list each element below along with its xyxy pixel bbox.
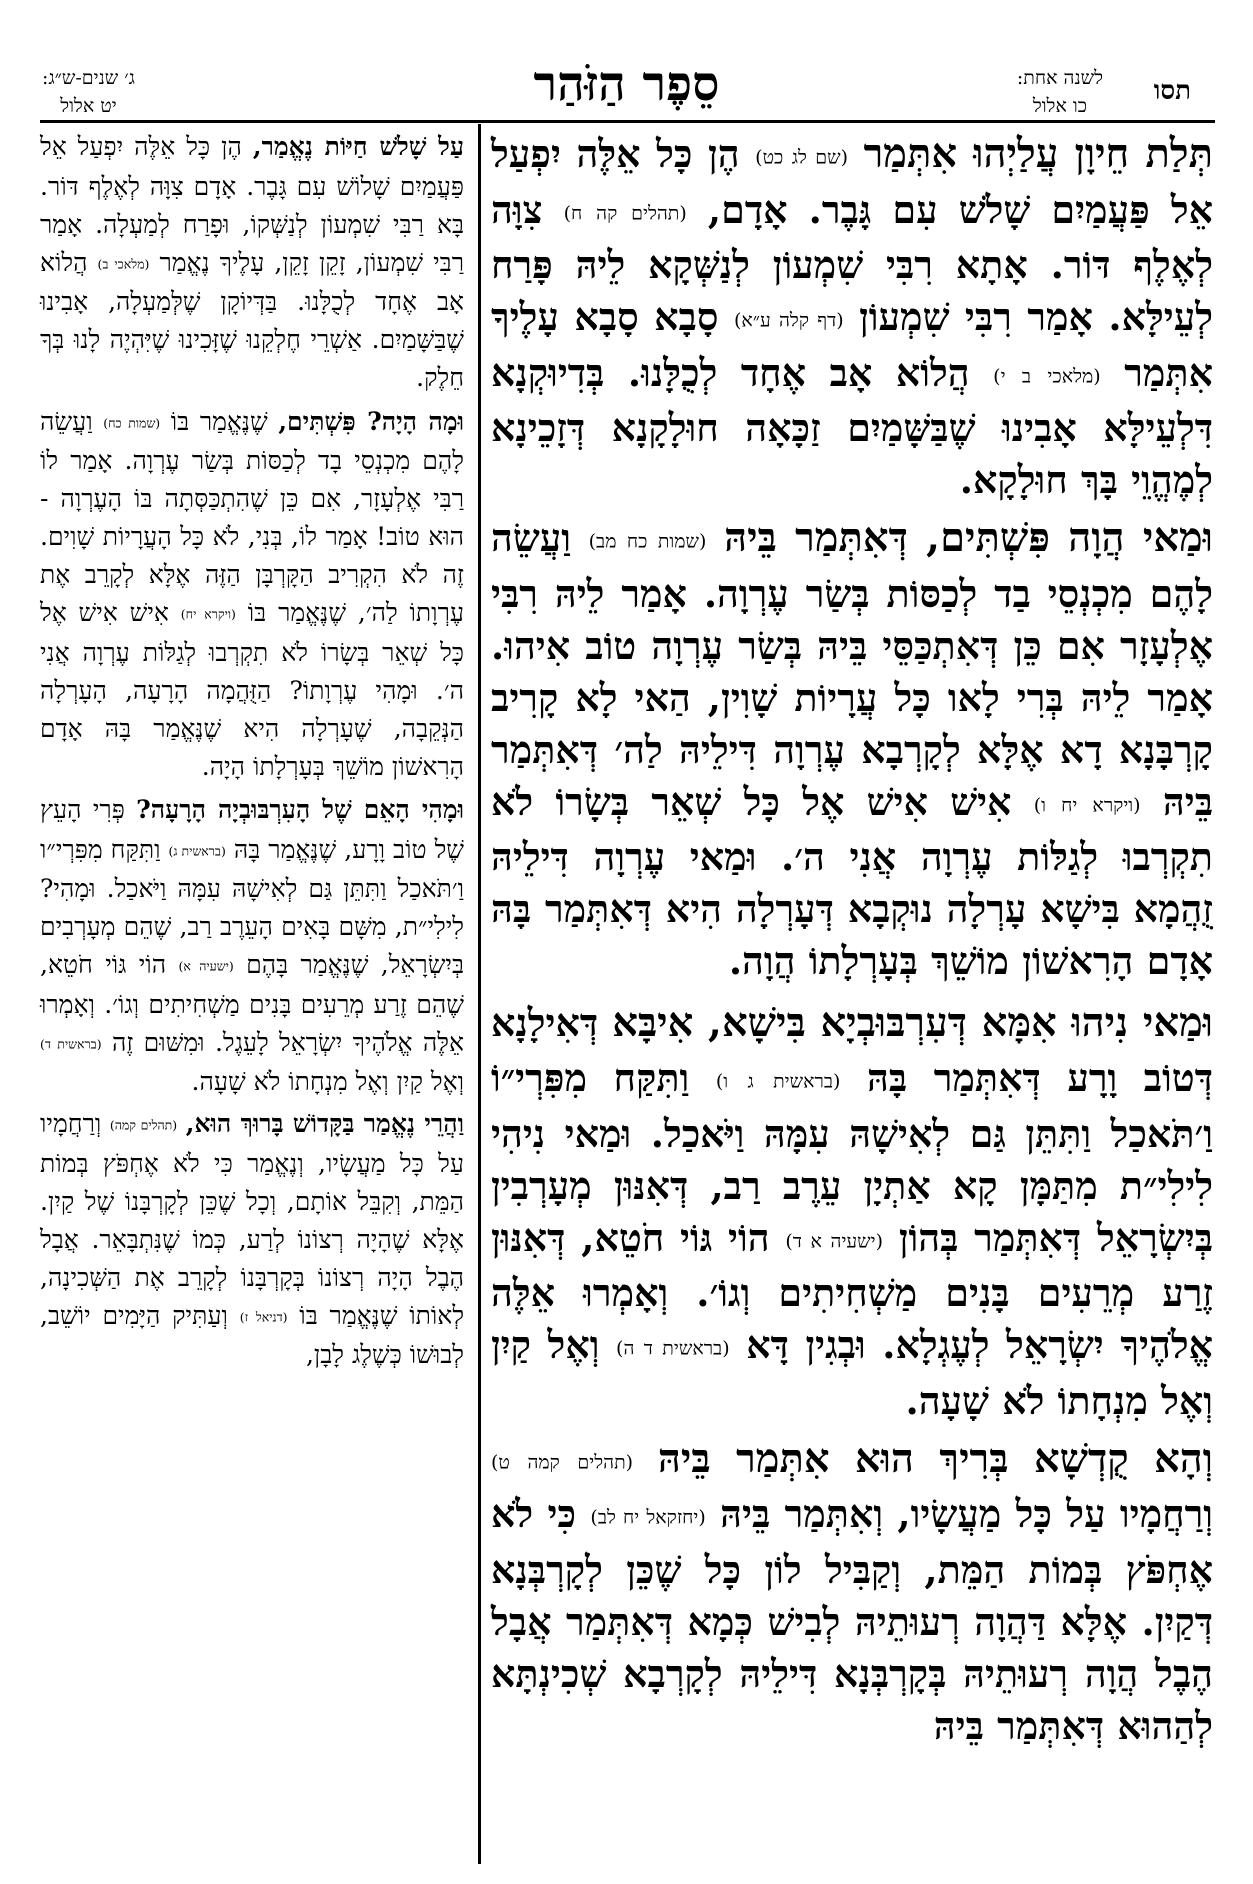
paragraph-text: וְרַחֲמָיו עַל כָּל מַעֲשָׂיו, וְאִתְּמַר בֵּיהּ bbox=[720, 1491, 1214, 1536]
paragraph-text: וְאֶל קַיִן וְאֶל מִנְחָתוֹ לֹא שָׁעָה. bbox=[191, 1067, 464, 1096]
side-paragraph bbox=[40, 128, 464, 399]
verse-reference: (בראשית ד ה) bbox=[616, 1337, 730, 1360]
paragraph-text: הֲלוֹא אָב אֶחָד לְכֻלָּנוּ. בְּדִיוּקְנָא דִּלְעֵילָּא אָבִינוּ שֶׁבַּשָּׁמַיִם זַכָּאָה חוּלָקָנָא דְּזָכֵינָא לְמֶהֱוֵי בָּךְ חוּלָקָא. bbox=[491, 349, 1213, 502]
verse-reference: (תהלים קמה) bbox=[109, 1117, 178, 1133]
verse-reference: (שמות כח מב) bbox=[588, 530, 707, 553]
paragraph-text: וַעֲשֵׂה לָהֶם מִכְנְסֵי בַד לְכַסּוֹת בְּשַׂר עֶרְוָה. אָמַר לֵיהּ רִבִּי אֶלְעָזָר אִם כֵּן דְּאִתְכַּסֵּי בֵּיהּ בְּשַׂר עֶרְוָה טוֹב אִיהוּ. אָמַר לֵיהּ בְּרִי לָאו כָּל עֲרָיוֹת שָׁוִין, הַאי לָא קָרִיב קָרְבָּנָא דָא אֶלָּא לְקָרְבָא עֶרְוָה דִּילֵיהּ לַה׳ דְּאִתְּמַר בֵּיהּ bbox=[491, 515, 1214, 824]
header-right-line2: כו אלול bbox=[1032, 95, 1088, 117]
verse-reference: (תהלים קה ח) bbox=[563, 202, 687, 224]
paragraph-text: וְרַחֲמָיו עַל כָּל מַעֲשָׂיו, וְנֶאֱמַר כִּי לֹא אֶחְפֹּץ בְּמוֹת הַמֵּת, וְקִבֵּל אוֹתָם, וְכָל שֶׁכֵּן לְקָרְבָּנוֹ שֶׁל קַיִן. אֶלָּא שֶׁהָיָה רְצוֹנוֹ לְרַע, כְּמוֹ שֶׁנִּתְבָּאֵר. אֲבָל הֶבֶל הָיָה רְצוֹנוֹ בְּקָרְבָּנוֹ לְקָרֵב אֶת הַשְּׁכִינָה, לְאוֹתוֹ שֶׁנֶּאֱמַר בּוֹ bbox=[40, 1109, 465, 1330]
side-column-translation bbox=[40, 128, 464, 1380]
verse-reference: (יחזקאל יח לב) bbox=[590, 1506, 706, 1529]
paragraph-lead: וַהֲרֵי נֶאֱמַר בַּקָּדוֹשׁ בָּרוּךְ הוּא, bbox=[185, 1109, 464, 1138]
verse-reference: (ויקרא יח) bbox=[180, 606, 236, 622]
verse-reference: (שמות כח) bbox=[103, 415, 161, 430]
header-divider bbox=[40, 120, 1215, 123]
main-paragraph bbox=[491, 128, 1213, 506]
paragraph-lead: עַל שָׁלֹשׁ חַיּוֹת נֶאֱמַר, bbox=[252, 132, 464, 161]
verse-reference: (מלאכי ב) bbox=[97, 256, 150, 271]
paragraph-text: הֲלוֹא אָב אֶחָד לְכֻלָּנוּ. בַּדְּיוֹקָן שֶׁלְּמַעְלָה, אָבִינוּ שֶׁבַּשָּׁמַיִם. אַשְׁרֵי חֶלְקֵנוּ שֶׁזָּכִינוּ שֶׁיִּהְיֶה לָנוּ בְּךָ חֵלֶק. bbox=[40, 247, 464, 392]
paragraph-text: צִוָּה לְאֶלֶף דּוֹר. אָתָא רִבִּי שִׁמְעוֹן לְנַשְּׁקָא לֵיהּ פָּרַח לְעֵילָּא. אָמַר רִבִּי שִׁמְעוֹן bbox=[491, 186, 1214, 339]
paragraph-lead: וּמַאי הֲוָה פִּשְׁתִּים, דְּאִתְּמַר בֵּיהּ bbox=[724, 514, 1213, 561]
verse-reference: (ישעיה א ד) bbox=[785, 1230, 884, 1252]
side-paragraph bbox=[40, 1105, 464, 1376]
verse-reference: (שם לג כט) bbox=[755, 146, 848, 169]
header-left-line1: ג׳ שנים-ש״ג: bbox=[42, 67, 135, 89]
verse-reference: (בראשית ד) bbox=[40, 1036, 102, 1051]
paragraph-text: הוֹי גּוֹי חֹטֵא, שֶׁהֵם זֶרַע מְרֵעִים בָּנִים מַשְׁחִיתִים וְגוֹ׳. וְאָמְרוּ אֵלֶּה אֱלֹהֶיךָ יִשְׂרָאֵל לָעֵגֶל. וּמִשּׁוּם זֶה bbox=[40, 950, 464, 1057]
paragraph-lead: וְהָא קֻדְשָׁא בְּרִיךְ הוּא אִתְּמַר בֵּיהּ bbox=[657, 1434, 1213, 1482]
verse-reference: (ויקרא יח ו) bbox=[1033, 794, 1141, 816]
header-right-line1: לשנה אחת: bbox=[1016, 67, 1103, 89]
paragraph-text: וַעֲשֵׂה לָהֶם מִכְנְסֵי בָד לְכַסּוֹת בְּשַׂר עֶרְוָה. אָמַר לוֹ רַבִּי אֶלְעָזָר, אִם כֵּן שֶׁהִתְכַּסְּתָה בּוֹ הָעֶרְוָה - הוּא טוֹב! אָמַר לוֹ, בְּנִי, לֹא כָּל הָעֲרָיוֹת שָׁוִים. זֶה לֹא הִקְרִיב הַקָּרְבָּן הַזֶּה אֶלָּא לְקָרֵב אֶת עֶרְוָתוֹ לַה׳, שֶׁנֶּאֱמַר בּוֹ bbox=[40, 406, 464, 627]
paragraph-text: סָבָא סָבָא עָלֶיךָ אִתְּמַר bbox=[491, 294, 1213, 395]
paragraph-text: הֶן כָּל אֵלֶּה יִפְעַל אֵל פַּעֲמַיִם שָׁלוֹשׁ עִם גָּבֶר. אָדָם צִוָּה לְאֶלֶף דּוֹר. בָּא רַבִּי שִׁמְעוֹן לְנַשְּׁקוֹ, וּפָרַח לְמַעְלָה. אָמַר רַבִּי שִׁמְעוֹן, זָקֵן זָקֵן, עָלֶיךָ נֶאֱמַר bbox=[40, 132, 464, 277]
column-divider bbox=[478, 124, 481, 1864]
paragraph-text: וְאֶל קַיִן וְאֶל מִנְחָתוֹ לֹא שָׁעָה. bbox=[491, 1322, 1213, 1423]
verse-reference: (תהלים קמה ט) bbox=[491, 1451, 634, 1473]
paragraph-lead: וּמַאי נִיהוּ אִמָּא דְּעִרְבּוּבְיָא בִּישָׁא, אִיבָּא bbox=[612, 998, 1214, 1046]
paragraph-text: הוֹי גּוֹי חֹטֵא, דְּאִנּוּן זֶרַע מְרֵעִים בָּנִים מַשְׁחִיתִים וְגוֹ׳. וְאָמְרוּ אֵלֶּה אֱלֹהֶיךָ יִשְׂרָאֵל לְעֶגְלָא. וּבְגִין דָּא bbox=[491, 1214, 1213, 1367]
header-left-line2: יט אלול bbox=[60, 95, 117, 117]
paragraph-text: פְּרִי הָעֵץ שֶׁל טוֹב וָרָע, שֶׁנֶּאֱמַר בָּהּ bbox=[40, 795, 464, 864]
paragraph-text: כִּי לֹא אֶחְפֹּץ בְּמוֹת הַמֵּת, וְקַבִּיל לוֹן כָּל שֶׁכֵּן לְקָרְבְּנָא דְּקַיִן. אֶלָּא דַּהֲוָה רְעוּתֵיהּ לְבִישׁ כְּמָא דְּאִתְּמַר אֲבָל הֶבֶל הֲוָה רְעוּתֵיהּ בְּקָרְבְּנָא דִּילֵיהּ לְקָרְבָא שְׁכִינְתָּא לְהַהוּא דְּאִתְּמַר בֵּיהּ bbox=[491, 1491, 1213, 1748]
main-paragraph bbox=[491, 512, 1213, 991]
paragraph-text: וְעַתִּיק הַיָּמִים יוֹשֵׁב, לְבוּשׁוֹ כְּשֶׁלֶג לָבָן, bbox=[40, 1300, 464, 1369]
header-left-note bbox=[42, 64, 135, 120]
paragraph-lead: תְּלַת חֵיוָן עֲלַיְהוּ אִתְּמַר bbox=[863, 130, 1214, 177]
paragraph-text: אִישׁ אִישׁ אֶל כָּל שְׁאֵר בְּשָׂרוֹ לֹא תִקְרְבוּ לְגַלּוֹת עֶרְוָה אֲנִי ה׳. וּמַאי עֶרְוָה דִּילֵיהּ זֻהֲמָא בִּישָׁא עָרְלָה נוּקְבָא דְּעָרְלָה הִיא דְּאִתְּמַר בָּהּ אָדָם הָרִאשׁוֹן מוֹשֵׁךְ בְּעָרְלָתוֹ הֲוָה. bbox=[491, 778, 1213, 983]
paragraph-lead: וּמָהִי הָאֵם שֶׁל הָעִרְבּוּבְיָה הָרָעָה? bbox=[136, 795, 465, 824]
main-column-aramaic bbox=[491, 128, 1213, 1761]
paragraph-lead: וּמָה הָיָה? פִּשְׁתִּים, bbox=[278, 406, 464, 436]
paragraph-text: אִישׁ אִישׁ אֶל כָּל שְׁאֵר בְּשָׂרוֹ לֹא תִקְרְבוּ לְגַלּוֹת עֶרְוָה אֲנִי ה׳. וּמָהִי עֶרְוָתוֹ? הַזֻּהֲמָה הָרָעָה, הָעָרְלָה הַנְּקֵבָה, שֶׁעָרְלָה הִיא שֶׁנֶּאֱמַר בָּהּ אָדָם הָרִאשׁוֹן מוֹשֵׁךְ בְּעָרְלָתוֹ הָיָה. bbox=[40, 598, 464, 781]
verse-reference: (בראשית ג ו) bbox=[715, 1070, 841, 1093]
side-paragraph bbox=[40, 791, 464, 1101]
verse-reference: (בראשית ג) bbox=[168, 843, 226, 858]
paragraph-text: שֶׁנֶּאֱמַר בּוֹ bbox=[170, 406, 268, 436]
paragraph-text: דְּאִילָנָא דְּטוֹב וָרָע דְּאִתְּמַר בָּהּ bbox=[491, 999, 1214, 1100]
main-paragraph bbox=[491, 997, 1213, 1427]
page-number: תסו bbox=[1153, 76, 1191, 106]
side-paragraph bbox=[40, 403, 464, 788]
book-title: סֵפֶר הַזֹּהַר bbox=[533, 56, 720, 112]
verse-reference: (דניאל ז) bbox=[239, 1309, 288, 1324]
main-paragraph bbox=[491, 1433, 1213, 1756]
paragraph-text: הֶן כָּל אֵלֶּה יִפְעַל אֵל פַּעֲמַיִם שָׁלֹשׁ עִם גָּבֶר. אָדָם, bbox=[491, 131, 1214, 232]
verse-reference: (ישעיה א) bbox=[178, 958, 234, 974]
paragraph-text: וַתִּקַּח מִפִּרְי״ו וַ׳תֹּאכַל וַתִּתֵּן גַּם לְאִישָׁהּ עִמָּהּ וַיֹּאכַל. וּמָהִי? לִילִי״ת, מִשָּׁם בָּאִים הָעֵרֶב רַב, שֶׁהֵם מְעָרְבִים בְּיִשְׂרָאֵל, שֶׁנֶּאֱמַר בָּהֶם bbox=[40, 834, 464, 979]
paragraph-text: וַתִּקַּח מִפִּרְי״וֹ וַ׳תֹּאכַל וַתִּתֵּן גַּם לְאִישָׁהּ עִמָּהּ וַיֹּאכַל. וּמַאי נִיהִי לִילִי״ת מִתַּמָּן קָא אַתְיָן עֵרֶב רַב, דְּאִנּוּן מְעָרְבִין בְּיִשְׂרָאֵל דְּאִתְּמַר בְּהוֹן bbox=[491, 1055, 1214, 1260]
verse-reference: (מלאכי ב י) bbox=[993, 365, 1101, 387]
verse-reference: (דף קלה ע״א) bbox=[733, 309, 844, 332]
